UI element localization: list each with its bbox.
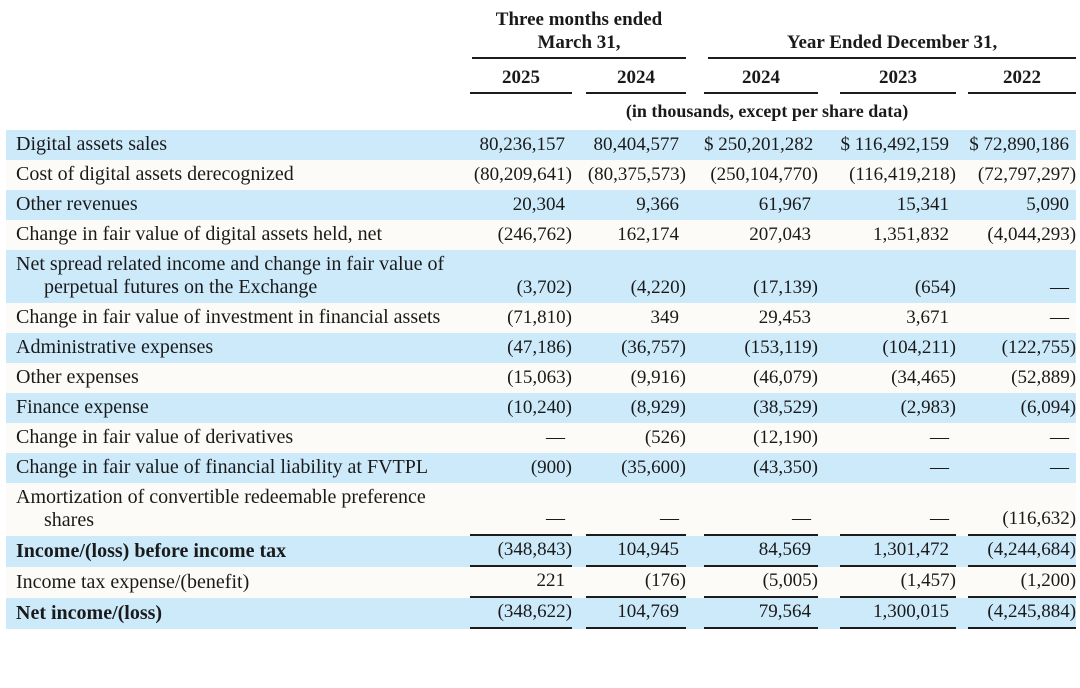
cell-value: (153,119) bbox=[744, 337, 819, 358]
cell-value: $ 116,492,159 bbox=[840, 134, 950, 155]
row-label: Digital assets sales bbox=[16, 133, 168, 155]
cell-value: (72,797,297) bbox=[977, 164, 1077, 185]
table-row bbox=[6, 220, 1076, 250]
cell-value: (6,094) bbox=[1020, 397, 1077, 418]
row-label: Finance expense bbox=[16, 396, 149, 418]
cell-value: (4,245,884) bbox=[956, 598, 1076, 629]
cell-value: (1,200) bbox=[956, 567, 1076, 598]
cell-value: (1,457) bbox=[818, 567, 956, 598]
units-note: (in thousands, except per share data) bbox=[625, 101, 909, 121]
cell-value: — bbox=[1050, 307, 1070, 328]
table-row bbox=[6, 333, 1076, 363]
cell-value: (34,465) bbox=[891, 367, 957, 388]
cell-value: (4,044,293) bbox=[987, 224, 1077, 245]
cell-value: (116,419,218) bbox=[849, 164, 957, 185]
cell-value: 20,304 bbox=[512, 194, 565, 215]
row-label: Income tax expense/(benefit) bbox=[16, 571, 250, 593]
cell-value: (43,350) bbox=[753, 457, 819, 478]
row-label: Change in fair value of derivatives bbox=[16, 426, 294, 448]
cell-value: — bbox=[1050, 457, 1070, 478]
income-statement-table bbox=[6, 8, 1076, 629]
financial-statement-page bbox=[0, 8, 1080, 629]
cell-value: (116,632) bbox=[956, 483, 1076, 536]
row-label: Income/(loss) before income tax bbox=[16, 540, 287, 562]
table-row bbox=[6, 363, 1076, 393]
row-label: Cost of digital assets derecognized bbox=[16, 163, 294, 185]
row-label: Other expenses bbox=[16, 366, 139, 388]
table-body bbox=[6, 130, 1076, 629]
cell-value: 80,404,577 bbox=[593, 134, 680, 155]
cell-value: (35,600) bbox=[621, 457, 687, 478]
table-row bbox=[6, 393, 1076, 423]
table-row bbox=[6, 160, 1076, 190]
cell-value: (80,375,573) bbox=[587, 164, 687, 185]
cell-value: (38,529) bbox=[753, 397, 819, 418]
cell-value: 5,090 bbox=[1026, 194, 1070, 215]
cell-value: 207,043 bbox=[749, 224, 812, 245]
table-row bbox=[6, 536, 1076, 567]
cell-value: 104,769 bbox=[572, 598, 686, 629]
cell-value: (47,186) bbox=[507, 337, 572, 358]
cell-value: (348,622) bbox=[458, 598, 572, 629]
cell-value: (80,209,641) bbox=[473, 164, 572, 185]
header-label-spacer bbox=[6, 94, 458, 130]
cell-value: 80,236,157 bbox=[479, 134, 565, 155]
cell-value: 61,967 bbox=[758, 194, 812, 215]
table-row bbox=[6, 598, 1076, 629]
row-label: Change in fair value of digital assets held, net bbox=[16, 223, 383, 245]
cell-value: (71,810) bbox=[507, 307, 572, 328]
cell-value: 15,341 bbox=[896, 194, 950, 215]
cell-value: — bbox=[572, 483, 686, 536]
row-label: Net income/(loss) bbox=[16, 602, 163, 624]
cell-value: 1,301,472 bbox=[818, 536, 956, 567]
table-row bbox=[6, 453, 1076, 483]
cell-value: — bbox=[686, 483, 818, 536]
cell-value: (104,211) bbox=[882, 337, 957, 358]
cell-value: (15,063) bbox=[507, 367, 572, 388]
cell-value: — bbox=[1050, 427, 1070, 448]
cell-value: (348,843) bbox=[458, 536, 572, 567]
cell-value: 79,564 bbox=[686, 598, 818, 629]
cell-value: (176) bbox=[572, 567, 686, 598]
row-label: Administrative expenses bbox=[16, 336, 214, 358]
cell-value: — bbox=[458, 483, 572, 536]
cell-value: (246,762) bbox=[497, 224, 572, 245]
year-column-2025: 2025 bbox=[458, 59, 572, 94]
year-column-2024: 2024 bbox=[686, 59, 818, 94]
cell-value: — bbox=[930, 427, 950, 448]
row-label: Net spread related income and change in fair value of perpetual futures on the Exchange bbox=[16, 253, 445, 298]
cell-value: 104,945 bbox=[572, 536, 686, 567]
row-label: Amortization of convertible redeemable preference shares bbox=[16, 486, 426, 531]
cell-value: (4,244,684) bbox=[956, 536, 1076, 567]
cell-value: $ 250,201,282 bbox=[704, 134, 814, 155]
cell-value: (17,139) bbox=[753, 277, 819, 298]
year-column-2022: 2022 bbox=[956, 59, 1076, 94]
cell-value: (5,005) bbox=[686, 567, 818, 598]
cell-value: $ 72,890,186 bbox=[969, 134, 1070, 155]
cell-value: (900) bbox=[530, 457, 572, 478]
cell-value: (654) bbox=[914, 277, 957, 298]
cell-value: (250,104,770) bbox=[710, 164, 819, 185]
table-row bbox=[6, 483, 1076, 536]
row-label: Other revenues bbox=[16, 193, 138, 215]
cell-value: 1,351,832 bbox=[873, 224, 950, 245]
group-year-ended bbox=[686, 8, 1076, 59]
cell-value: — bbox=[1050, 277, 1070, 298]
row-label: Change in fair value of financial liability at FVTPL bbox=[16, 456, 429, 478]
year-header-row bbox=[6, 59, 1076, 94]
cell-value: — bbox=[930, 457, 950, 478]
cell-value: 29,453 bbox=[758, 307, 812, 328]
table-row bbox=[6, 250, 1076, 303]
cell-value: 221 bbox=[458, 567, 572, 598]
cell-value: (52,889) bbox=[1011, 367, 1077, 388]
units-note-row bbox=[6, 94, 1076, 130]
table-row bbox=[6, 423, 1076, 453]
cell-value: 3,671 bbox=[906, 307, 950, 328]
table-row bbox=[6, 130, 1076, 160]
cell-value: 84,569 bbox=[686, 536, 818, 567]
row-label: Change in fair value of investment in financial assets bbox=[16, 306, 441, 328]
cell-value: (36,757) bbox=[621, 337, 687, 358]
cell-value: (2,983) bbox=[900, 397, 957, 418]
cell-value: (122,755) bbox=[1001, 337, 1077, 358]
column-group-header-row bbox=[6, 8, 1076, 59]
cell-value: (3,702) bbox=[516, 277, 572, 298]
cell-value: (46,079) bbox=[753, 367, 819, 388]
cell-value: (526) bbox=[644, 427, 687, 448]
cell-value: (10,240) bbox=[507, 397, 572, 418]
year-column-2024-q1: 2024 bbox=[572, 59, 686, 94]
cell-value: 9,366 bbox=[636, 194, 680, 215]
group-label-line1: Three months ended bbox=[495, 9, 663, 30]
cell-value: (8,929) bbox=[630, 397, 687, 418]
cell-value: 349 bbox=[650, 307, 680, 328]
cell-value: (4,220) bbox=[630, 277, 687, 298]
cell-value: 162,174 bbox=[617, 224, 680, 245]
header-label-spacer bbox=[6, 59, 458, 94]
cell-value: — bbox=[818, 483, 956, 536]
group-label-line2: March 31, bbox=[537, 32, 621, 53]
group-label-line1: Year Ended December 31, bbox=[786, 32, 998, 53]
header-label-spacer bbox=[6, 8, 458, 59]
cell-value: (12,190) bbox=[753, 427, 819, 448]
table-row bbox=[6, 190, 1076, 220]
cell-value: (9,916) bbox=[630, 367, 687, 388]
cell-value: 1,300,015 bbox=[818, 598, 956, 629]
cell-value: — bbox=[546, 427, 565, 448]
year-column-2023: 2023 bbox=[818, 59, 956, 94]
table-row bbox=[6, 303, 1076, 333]
group-three-months-ended bbox=[458, 8, 686, 59]
table-row bbox=[6, 567, 1076, 598]
